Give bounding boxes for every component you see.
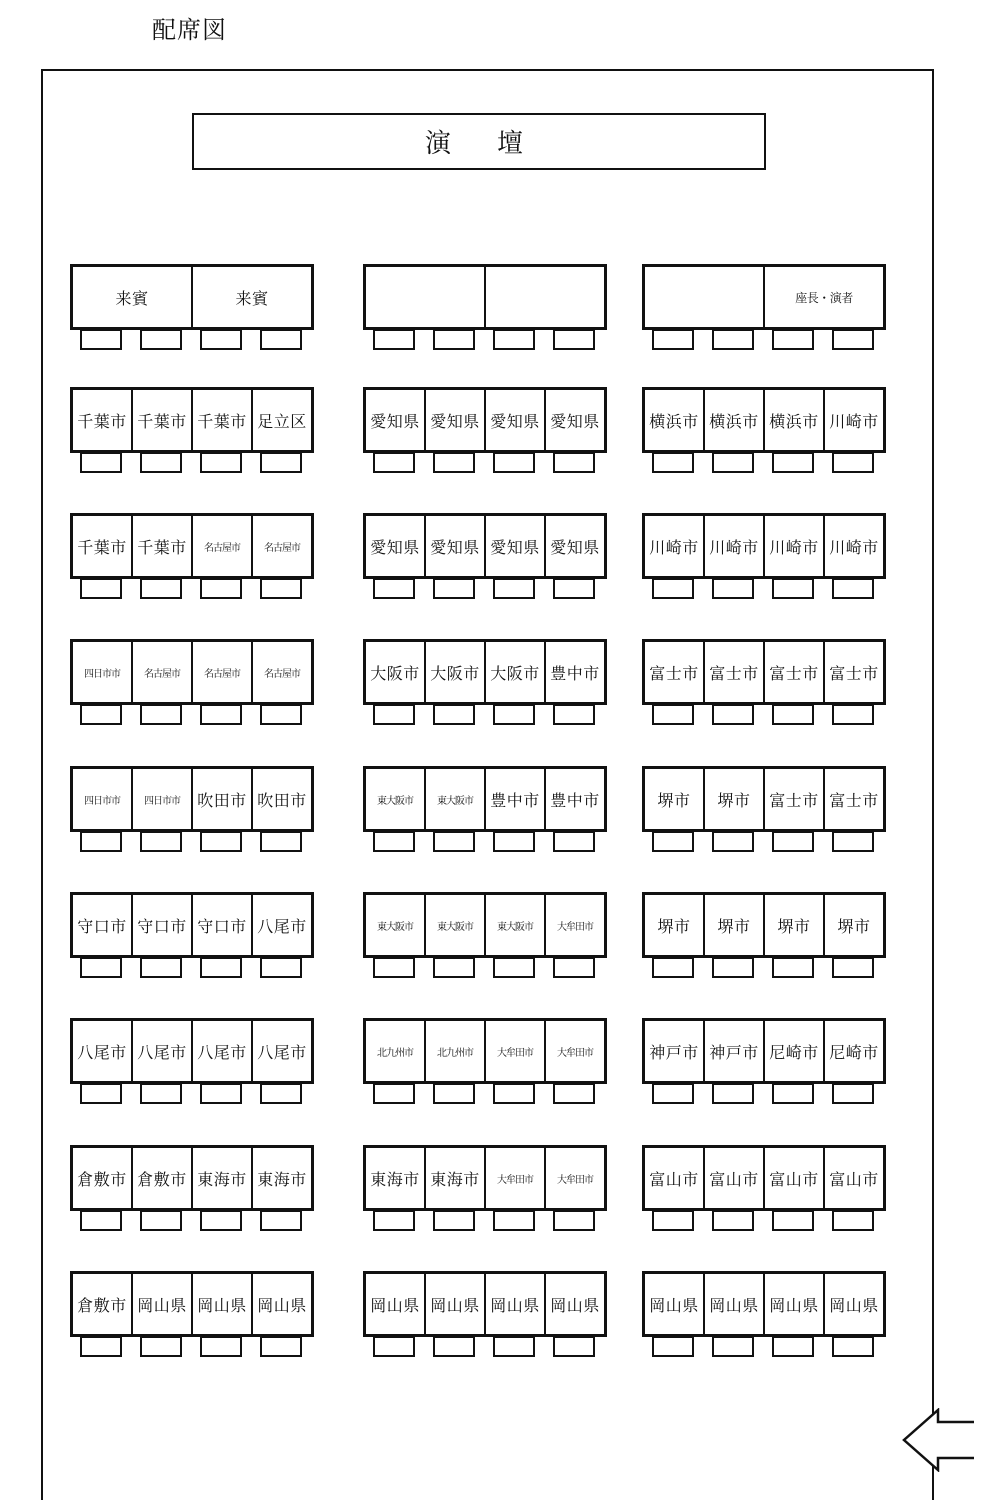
desk-label: 川崎市 [703, 516, 763, 576]
chair [652, 579, 694, 599]
chair [553, 1211, 595, 1231]
chair [260, 705, 302, 725]
desk-label: 守口市 [77, 916, 127, 936]
desk-label: 堺市 [823, 895, 883, 955]
chair [832, 579, 874, 599]
chair [260, 1211, 302, 1231]
chair [433, 705, 475, 725]
desk-label: 愛知県 [370, 537, 420, 557]
table-row [70, 1018, 314, 1106]
desk-label: 東大阪市 [424, 769, 484, 829]
desk-label: 名古屋市 [131, 642, 191, 702]
chair [80, 1337, 122, 1357]
table-row [642, 892, 886, 980]
chair [200, 705, 242, 725]
chair [373, 958, 415, 978]
chair [832, 832, 874, 852]
desk-label: 豊中市 [544, 769, 604, 829]
desk-block [70, 1018, 314, 1084]
chair [80, 705, 122, 725]
desk-label: 四日市市 [84, 795, 120, 807]
chair [712, 1211, 754, 1231]
desk-label: 岡山県 [251, 1274, 311, 1334]
desk-label: 大阪市 [484, 642, 544, 702]
desk-label: 大牟田市 [544, 1148, 604, 1208]
chair [200, 1084, 242, 1104]
desk-label: 千葉市 [191, 390, 251, 450]
chair [140, 1337, 182, 1357]
desk-block [642, 513, 886, 579]
chair [652, 453, 694, 473]
desk-label [484, 267, 604, 327]
desk-label: 川崎市 [763, 516, 823, 576]
chair [652, 832, 694, 852]
desk-label: 大阪市 [424, 642, 484, 702]
desk-block [363, 766, 607, 832]
desk-block [642, 1145, 886, 1211]
chair [553, 579, 595, 599]
desk-block [363, 1145, 607, 1211]
table-row [642, 387, 886, 475]
table-row [70, 387, 314, 475]
table-row [363, 892, 607, 980]
desk-label: 堺市 [703, 769, 763, 829]
chair [373, 1211, 415, 1231]
desk-label: 東大阪市 [484, 895, 544, 955]
chair [373, 705, 415, 725]
desk-label: 岡山県 [763, 1274, 823, 1334]
desk-label: 吹田市 [251, 769, 311, 829]
chair [373, 453, 415, 473]
chair [493, 1084, 535, 1104]
table-row [363, 513, 607, 601]
chair [200, 579, 242, 599]
desk-label: 倉敷市 [77, 1295, 127, 1315]
desk-label: 八尾市 [251, 895, 311, 955]
desk-label: 四日市市 [131, 769, 191, 829]
chair [493, 1337, 535, 1357]
chair [493, 705, 535, 725]
desk-label: 八尾市 [131, 1021, 191, 1081]
chair [652, 958, 694, 978]
desk-label: 富山市 [703, 1148, 763, 1208]
chair [772, 453, 814, 473]
desk-block [363, 892, 607, 958]
desk-block [363, 639, 607, 705]
desk-label: 名古屋市 [251, 516, 311, 576]
table-row [642, 1271, 886, 1359]
desk-block [363, 513, 607, 579]
desk-block [363, 1271, 607, 1337]
chair [140, 832, 182, 852]
desk-block [70, 1145, 314, 1211]
chair [652, 330, 694, 350]
desk-block [70, 766, 314, 832]
chair [832, 705, 874, 725]
chair [493, 1211, 535, 1231]
desk-label: 倉敷市 [131, 1148, 191, 1208]
desk-label: 愛知県 [370, 411, 420, 431]
chair [553, 453, 595, 473]
chair [712, 1337, 754, 1357]
desk-label: 来賓 [115, 288, 149, 308]
chair [772, 958, 814, 978]
chair [200, 453, 242, 473]
desk-block [642, 892, 886, 958]
chair [772, 1211, 814, 1231]
desk-label: 富士市 [823, 642, 883, 702]
table-row [70, 513, 314, 601]
chair [712, 1084, 754, 1104]
chair [772, 1084, 814, 1104]
chair [772, 832, 814, 852]
desk-label: 大牟田市 [484, 1148, 544, 1208]
desk-label: 千葉市 [131, 516, 191, 576]
chair [260, 579, 302, 599]
desk-label: 千葉市 [77, 411, 127, 431]
desk-label: 岡山県 [484, 1274, 544, 1334]
table-row [642, 264, 886, 352]
chair [553, 832, 595, 852]
desk-label: 横浜市 [763, 390, 823, 450]
desk-label: 富山市 [763, 1148, 823, 1208]
table-row [363, 766, 607, 854]
desk-block [70, 639, 314, 705]
desk-block [642, 1018, 886, 1084]
chair [373, 579, 415, 599]
chair [140, 579, 182, 599]
table-row [70, 639, 314, 727]
chair [373, 330, 415, 350]
chair [433, 1211, 475, 1231]
desk-label: 愛知県 [424, 516, 484, 576]
desk-block [642, 264, 886, 330]
desk-label: 尼崎市 [823, 1021, 883, 1081]
chair [80, 579, 122, 599]
desk-label: 富士市 [763, 769, 823, 829]
desk-label: 名古屋市 [191, 642, 251, 702]
desk-label: 川崎市 [649, 537, 699, 557]
chair [772, 705, 814, 725]
table-row [363, 1018, 607, 1106]
chair [80, 832, 122, 852]
desk-label: 東海市 [251, 1148, 311, 1208]
table-row [642, 1018, 886, 1106]
desk-label: 八尾市 [191, 1021, 251, 1081]
chair [652, 1337, 694, 1357]
chair [373, 832, 415, 852]
desk-block [642, 387, 886, 453]
chair [260, 832, 302, 852]
chair [140, 958, 182, 978]
table-row [363, 387, 607, 475]
chair [712, 330, 754, 350]
chair [712, 958, 754, 978]
desk-label: 東大阪市 [424, 895, 484, 955]
desk-label: 東大阪市 [377, 795, 413, 807]
desk-label: 岡山県 [544, 1274, 604, 1334]
desk-label: 八尾市 [77, 1042, 127, 1062]
desk-label: 岡山県 [424, 1274, 484, 1334]
chair [832, 453, 874, 473]
table-row [70, 892, 314, 980]
desk-label: 豊中市 [484, 769, 544, 829]
desk-block [642, 766, 886, 832]
table-row [70, 1271, 314, 1359]
desk-block [70, 1271, 314, 1337]
entrance-arrow-icon [902, 1408, 974, 1472]
desk-label: 来賓 [191, 267, 311, 327]
chair [260, 330, 302, 350]
page-title: 配席図 [152, 16, 227, 44]
desk-label: 神戸市 [649, 1042, 699, 1062]
chair [433, 579, 475, 599]
chair [712, 832, 754, 852]
chair [832, 958, 874, 978]
chair [493, 958, 535, 978]
desk-label: 神戸市 [703, 1021, 763, 1081]
desk-label: 愛知県 [484, 390, 544, 450]
desk-label: 富士市 [649, 663, 699, 683]
desk-block [363, 387, 607, 453]
table-row [70, 766, 314, 854]
chair [652, 1211, 694, 1231]
desk-label: 富士市 [703, 642, 763, 702]
desk-label: 豊中市 [544, 642, 604, 702]
table-row [363, 1271, 607, 1359]
table-row [363, 639, 607, 727]
desk-label: 堺市 [657, 790, 691, 810]
chair [140, 330, 182, 350]
chair [832, 1211, 874, 1231]
desk-label: 堺市 [657, 916, 691, 936]
desk-block [642, 639, 886, 705]
desk-label: 東大阪市 [377, 921, 413, 933]
chair [80, 1084, 122, 1104]
chair [200, 1337, 242, 1357]
desk-label: 北九州市 [424, 1021, 484, 1081]
chair [260, 1337, 302, 1357]
desk-label: 堺市 [763, 895, 823, 955]
desk-label: 八尾市 [251, 1021, 311, 1081]
chair [373, 1337, 415, 1357]
desk-label: 大牟田市 [544, 1021, 604, 1081]
chair [493, 453, 535, 473]
desk-block [70, 387, 314, 453]
desk-label: 富山市 [823, 1148, 883, 1208]
chair [553, 705, 595, 725]
chair [832, 1337, 874, 1357]
desk-block [363, 1018, 607, 1084]
desk-label: 富山市 [649, 1169, 699, 1189]
chair [433, 958, 475, 978]
desk-label: 岡山県 [649, 1295, 699, 1315]
desk-block [70, 264, 314, 330]
table-row [70, 264, 314, 352]
chair [652, 705, 694, 725]
chair [200, 958, 242, 978]
table-row [642, 1145, 886, 1233]
desk-label: 東海市 [191, 1148, 251, 1208]
chair [553, 958, 595, 978]
desk-label: 横浜市 [703, 390, 763, 450]
chair [80, 453, 122, 473]
desk-label: 名古屋市 [191, 516, 251, 576]
chair [200, 832, 242, 852]
chair [772, 579, 814, 599]
desk-label: 守口市 [131, 895, 191, 955]
desk-block [642, 1271, 886, 1337]
chair [200, 1211, 242, 1231]
desk-label: 座長・演者 [763, 267, 883, 327]
chair [433, 832, 475, 852]
chair [433, 1084, 475, 1104]
desk-label: 岡山県 [370, 1295, 420, 1315]
desk-label: 横浜市 [649, 411, 699, 431]
desk-label: 岡山県 [823, 1274, 883, 1334]
chair [553, 1084, 595, 1104]
chair [140, 705, 182, 725]
chair [553, 330, 595, 350]
desk-block [70, 892, 314, 958]
desk-label: 吹田市 [191, 769, 251, 829]
table-row [642, 513, 886, 601]
chair [433, 330, 475, 350]
desk-label: 名古屋市 [251, 642, 311, 702]
desk-label: 千葉市 [131, 390, 191, 450]
desk-label: 愛知県 [544, 390, 604, 450]
chair [80, 958, 122, 978]
chair [80, 1211, 122, 1231]
desk-label: 岡山県 [703, 1274, 763, 1334]
chair [772, 1337, 814, 1357]
chair [772, 330, 814, 350]
chair [493, 579, 535, 599]
desk-label: 倉敷市 [77, 1169, 127, 1189]
desk-label: 川崎市 [823, 516, 883, 576]
chair [433, 1337, 475, 1357]
table-row [363, 264, 607, 352]
chair [80, 330, 122, 350]
desk-label [366, 267, 484, 327]
desk-label: 東海市 [424, 1148, 484, 1208]
desk-label: 足立区 [251, 390, 311, 450]
table-row [642, 766, 886, 854]
chair [493, 330, 535, 350]
desk-label: 愛知県 [424, 390, 484, 450]
chair [712, 579, 754, 599]
chair [140, 1084, 182, 1104]
chair [832, 330, 874, 350]
desk-label: 四日市市 [84, 668, 120, 680]
chair [260, 453, 302, 473]
chair [373, 1084, 415, 1104]
desk-block [363, 264, 607, 330]
desk-block [70, 513, 314, 579]
chair [553, 1337, 595, 1357]
desk-label: 愛知県 [484, 516, 544, 576]
desk-label: 千葉市 [77, 537, 127, 557]
desk-label: 富士市 [823, 769, 883, 829]
chair [493, 832, 535, 852]
stage-podium: 演 壇 [192, 113, 766, 170]
desk-label: 東海市 [370, 1169, 420, 1189]
desk-label: 川崎市 [823, 390, 883, 450]
chair [712, 453, 754, 473]
desk-label: 守口市 [191, 895, 251, 955]
chair [712, 705, 754, 725]
chair [260, 958, 302, 978]
chair [433, 453, 475, 473]
chair [260, 1084, 302, 1104]
desk-label: 北九州市 [377, 1047, 413, 1059]
desk-label: 尼崎市 [763, 1021, 823, 1081]
chair [140, 453, 182, 473]
desk-label: 富士市 [763, 642, 823, 702]
table-row [363, 1145, 607, 1233]
desk-label: 岡山県 [131, 1274, 191, 1334]
desk-label: 愛知県 [544, 516, 604, 576]
desk-label: 大牟田市 [484, 1021, 544, 1081]
chair [832, 1084, 874, 1104]
chair [200, 330, 242, 350]
desk-label: 大牟田市 [544, 895, 604, 955]
table-row [642, 639, 886, 727]
desk-label: 堺市 [703, 895, 763, 955]
chair [652, 1084, 694, 1104]
desk-label [645, 267, 763, 327]
table-row [70, 1145, 314, 1233]
desk-label: 岡山県 [191, 1274, 251, 1334]
chair [140, 1211, 182, 1231]
desk-label: 大阪市 [370, 663, 420, 683]
